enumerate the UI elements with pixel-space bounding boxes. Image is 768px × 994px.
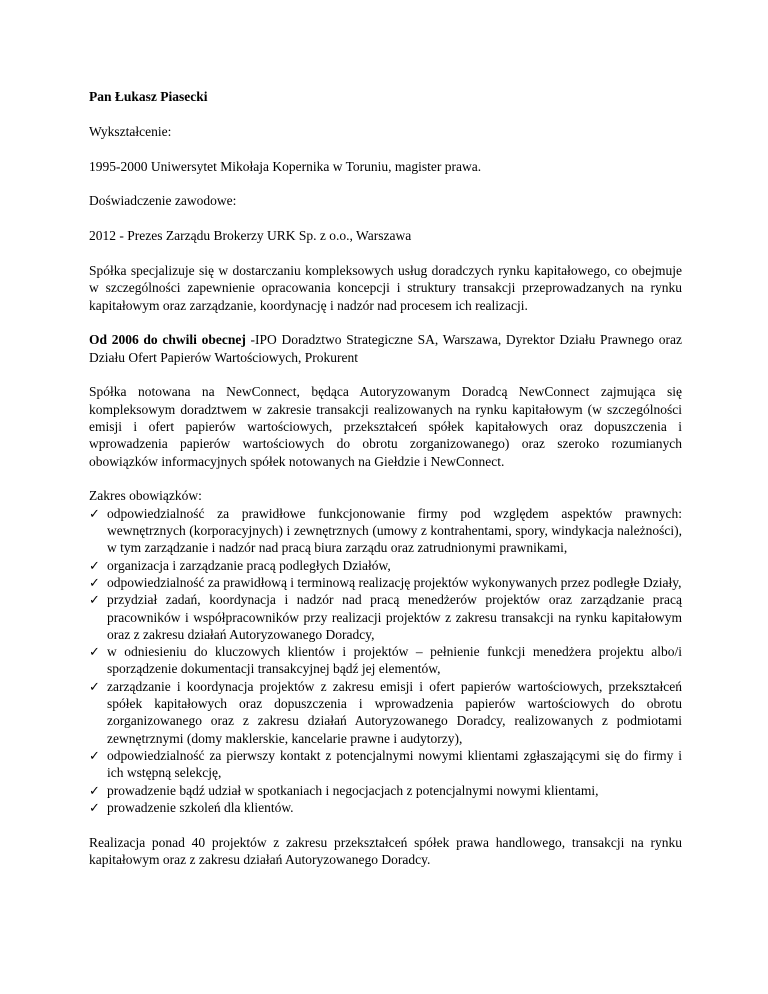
duty-item bbox=[89, 591, 682, 643]
duty-text: odpowiedzialność za prawidłową i terminową realizację projektów wykonywanych przez podległe Działy, bbox=[107, 574, 682, 590]
checkmark-icon: ✓ bbox=[89, 557, 100, 573]
duties-heading: Zakres obowiązków: bbox=[89, 488, 202, 504]
education-heading: Wykształcenie: bbox=[89, 123, 172, 139]
duty-item bbox=[89, 505, 682, 557]
checkmark-icon: ✓ bbox=[89, 678, 100, 694]
duty-item bbox=[89, 747, 682, 782]
checkmark-icon: ✓ bbox=[89, 782, 100, 798]
duty-item bbox=[89, 557, 682, 574]
duty-text: w odniesieniu do kluczowych klientów i projektów – pełnienie funkcji menedżera projektu albo/i sporządzenie dokumentacji transakcyjnej bądź jej elementów, bbox=[107, 644, 682, 677]
duty-item bbox=[89, 799, 682, 816]
duty-item bbox=[89, 643, 682, 678]
duty-text: organizacja i zarządzanie pracą podległych Działów, bbox=[107, 557, 391, 573]
checkmark-icon: ✓ bbox=[89, 505, 100, 521]
experience-heading: Doświadczenie zawodowe: bbox=[89, 193, 237, 209]
position-2-period: Od 2006 do chwili obecnej bbox=[89, 332, 246, 348]
position-1-description: Spółka specjalizuje się w dostarczaniu kompleksowych usług doradczych rynku kapitałowego, co obejmuje w szczególności zapewnienie opracowania koncepcji i struktury transakcji przeprowadzanych na rynku kapitałowym oraz zarządzanie, koordynację i nadzór nad procesem ich realizacji. bbox=[89, 262, 682, 313]
checkmark-icon: ✓ bbox=[89, 592, 100, 608]
checkmark-icon: ✓ bbox=[89, 574, 100, 590]
checkmark-icon: ✓ bbox=[89, 799, 100, 815]
duties-list bbox=[89, 505, 682, 816]
position-2-details: -IPO Doradztwo Strategiczne SA, Warszawa, Dyrektor Działu Prawnego oraz Działu Ofert Papierów Wartościowych, Prokurent bbox=[89, 332, 682, 365]
position-2-description: Spółka notowana na NewConnect, będąca Autoryzowanym Doradcą NewConnect zajmująca się kompleksowym doradztwem w zakresie transakcji realizowanych na rynku kapitałowym (w szczególności emisji i ofert papierów wartościowych, przekształceń spółek kapitałowych oraz dopuszczenia i wprowadzenia papierów wartościowych do obrotu zorganizowanego) oraz szeroko rozumianych obowiązków informacyjnych spółek notowanych na Giełdzie i NewConnect. bbox=[89, 384, 682, 469]
duty-item bbox=[89, 574, 682, 591]
duty-item bbox=[89, 678, 682, 747]
summary-paragraph: Realizacja ponad 40 projektów z zakresu przekształceń spółek prawa handlowego, transakcji na rynku kapitałowym oraz z zakresu działań Autoryzowanego Doradcy. bbox=[89, 834, 682, 867]
duty-text: przydział zadań, koordynacja i nadzór nad pracą menedżerów projektów oraz zarządzanie pracą pracowników i współpracowników przy realizacji projektów z zakresu transakcji na rynku kapitałowym oraz z zakresu działań Autoryzowanego Doradcy, bbox=[107, 592, 682, 642]
position-1: 2012 - Prezes Zarządu Brokerzy URK Sp. z o.o., Warszawa bbox=[89, 228, 412, 244]
duty-text: prowadzenie bądź udział w spotkaniach i negocjacjach z potencjalnymi nowymi klientami, bbox=[107, 782, 599, 798]
position-2 bbox=[89, 331, 682, 366]
checkmark-icon: ✓ bbox=[89, 747, 100, 763]
duty-text: odpowiedzialność za prawidłowe funkcjonowanie firmy pod względem aspektów prawnych: wewnętrznych (korporacyjnych) i zewnętrznych (umowy z kontrahentami, spory, windykacja należności), w tym zarządzanie i nadzór nad pracą biura zarządu oraz zatrudnionymi prawnikami, bbox=[107, 505, 682, 556]
duty-text: odpowiedzialność za pierwszy kontakt z potencjalnymi nowymi klientami zgłaszającymi się do firmy i ich wstępną selekcję, bbox=[107, 747, 682, 781]
person-name: Pan Łukasz Piasecki bbox=[89, 89, 208, 104]
education-entry: 1995-2000 Uniwersytet Mikołaja Kopernika w Toruniu, magister prawa. bbox=[89, 158, 482, 174]
checkmark-icon: ✓ bbox=[89, 644, 100, 660]
duty-item bbox=[89, 782, 682, 799]
duty-text: zarządzanie i koordynacja projektów z zakresu emisji i ofert papierów wartościowych, przekształceń spółek kapitałowych oraz dopuszczenia i wprowadzenia papierów wartościowych do obrotu zorganizowanego oraz z zakresu działań Autoryzowanego Doradcy, realizowanych z podmiotami zewnętrznymi (domy maklerskie, kancelarie prawne i audytorzy), bbox=[107, 678, 682, 746]
duty-text: prowadzenie szkoleń dla klientów. bbox=[107, 799, 294, 815]
